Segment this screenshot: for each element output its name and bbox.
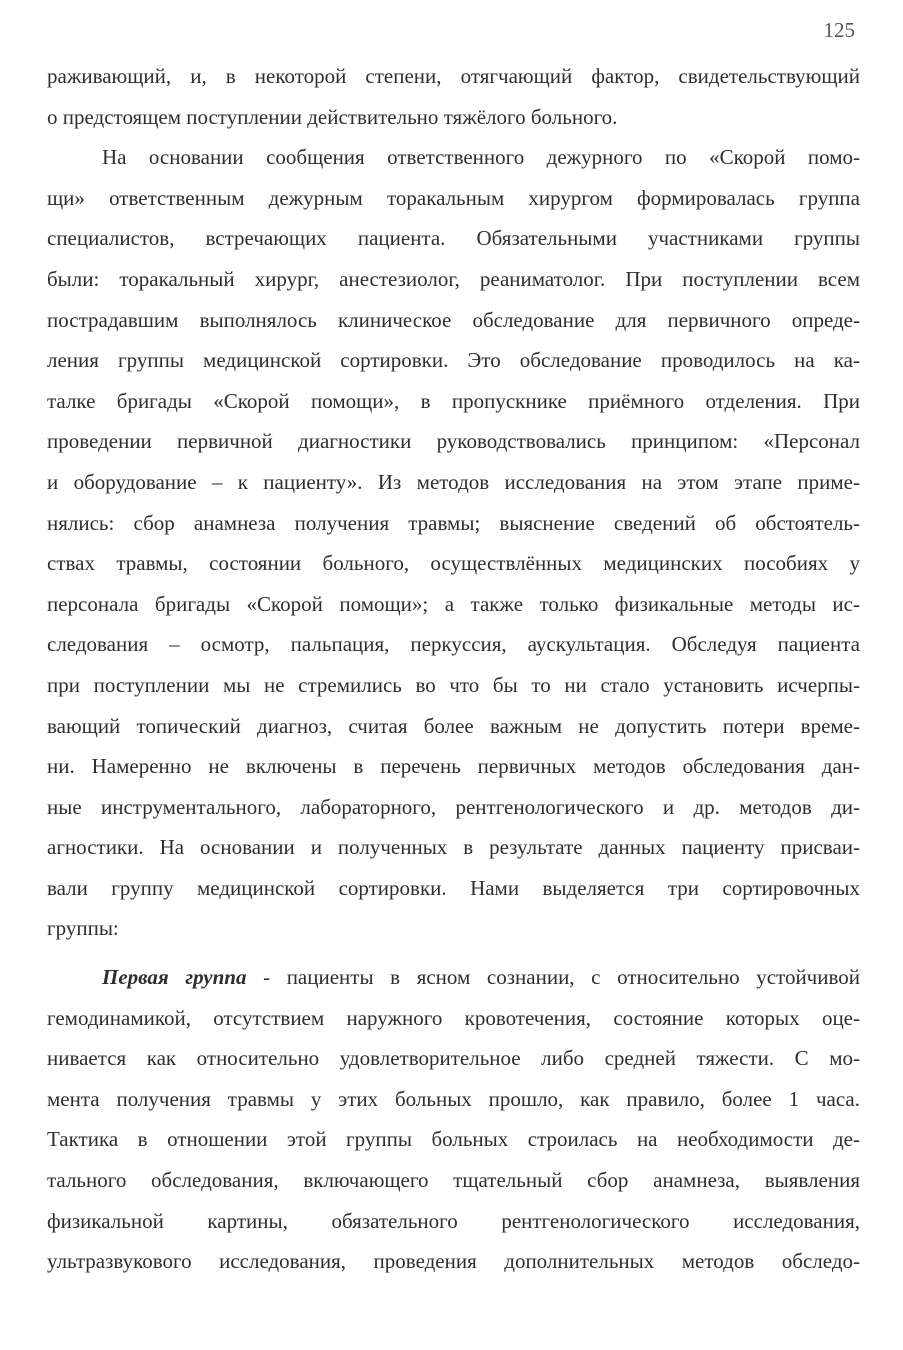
text-line: нивается как относительно удовлетворительное либо средней тяжести. С мо- xyxy=(47,1046,860,1071)
text-line: ни. Намеренно не включены в перечень первичных методов обследования дан- xyxy=(47,754,860,779)
term-first-group: Первая группа xyxy=(102,965,247,990)
body-text xyxy=(47,56,860,1282)
text-line: вающий топический диагноз, считая более важным не допустить потери време- xyxy=(47,713,860,738)
paragraph-first-group xyxy=(47,957,860,1282)
text-line: раживающий, и, в некоторой степени, отягчающий фактор, свидетельствующий xyxy=(47,64,860,88)
paragraph-triage-procedure xyxy=(47,137,860,949)
text-line: были: торакальный хирург, анестезиолог, реаниматолог. При поступлении всем xyxy=(47,266,860,291)
text-line: нялись: сбор анамнеза получения травмы; выяснение сведений об обстоятель- xyxy=(47,510,860,535)
text-line: агностики. На основании и полученных в результате данных пациенту присваи- xyxy=(47,835,860,860)
text-line: о предстоящем поступлении действительно тяжёлого больного. xyxy=(47,104,618,129)
text-line: ствах травмы, состоянии больного, осуществлённых медицинских пособиях у xyxy=(47,551,860,576)
text-line: щи» ответственным дежурным торакальным хирургом формировалась группа xyxy=(47,185,860,210)
text-line xyxy=(47,957,860,998)
text-line: физикальной картины, обязательного рентгенологического исследования, xyxy=(47,1208,860,1233)
text-line: ные инструментального, лабораторного, рентгенологического и др. методов ди- xyxy=(47,794,860,819)
text-line: ления группы медицинской сортировки. Это обследование проводилось на ка- xyxy=(47,348,860,373)
text-line: На основании сообщения ответственного дежурного по «Скорой помо- xyxy=(102,145,860,170)
text-line: пострадавшим выполнялось клиническое обследование для первичного опреде- xyxy=(47,307,860,332)
page-number: 125 xyxy=(823,18,855,42)
text-line: ультразвукового исследования, проведения дополнительных методов обследо- xyxy=(47,1249,860,1274)
text-line: тального обследования, включающего тщательный сбор анамнеза, выявления xyxy=(47,1168,860,1193)
text-line: проведении первичной диагностики руководствовались принципом: «Персонал xyxy=(47,429,860,454)
paragraph-continuation xyxy=(47,56,860,137)
text-line: следования – осмотр, пальпация, перкуссия, аускультация. Обследуя пациента xyxy=(47,632,860,657)
text-line: вали группу медицинской сортировки. Нами выделяется три сортировочных xyxy=(47,875,860,900)
text-line: Тактика в отношении этой группы больных строилась на необходимости де- xyxy=(47,1127,860,1152)
text-line: мента получения травмы у этих больных прошло, как правило, более 1 часа. xyxy=(47,1086,860,1111)
text-line: при поступлении мы не стремились во что бы то ни стало установить исчерпы- xyxy=(47,672,860,697)
text-line: группы: xyxy=(47,916,119,941)
text-line: талке бригады «Скорой помощи», в пропускнике приёмного отделения. При xyxy=(47,388,860,413)
text-line: и оборудование – к пациенту». Из методов исследования на этом этапе приме- xyxy=(47,469,860,494)
text-line: персонала бригады «Скорой помощи»; а также только физикальные методы ис- xyxy=(47,591,860,616)
text-line: специалистов, встречающих пациента. Обязательными участниками группы xyxy=(47,226,860,251)
text-fragment: - пациенты в ясном сознании, с относительно устойчивой xyxy=(246,965,860,990)
text-line: гемодинамикой, отсутствием наружного кровотечения, состояние которых оце- xyxy=(47,1005,860,1030)
